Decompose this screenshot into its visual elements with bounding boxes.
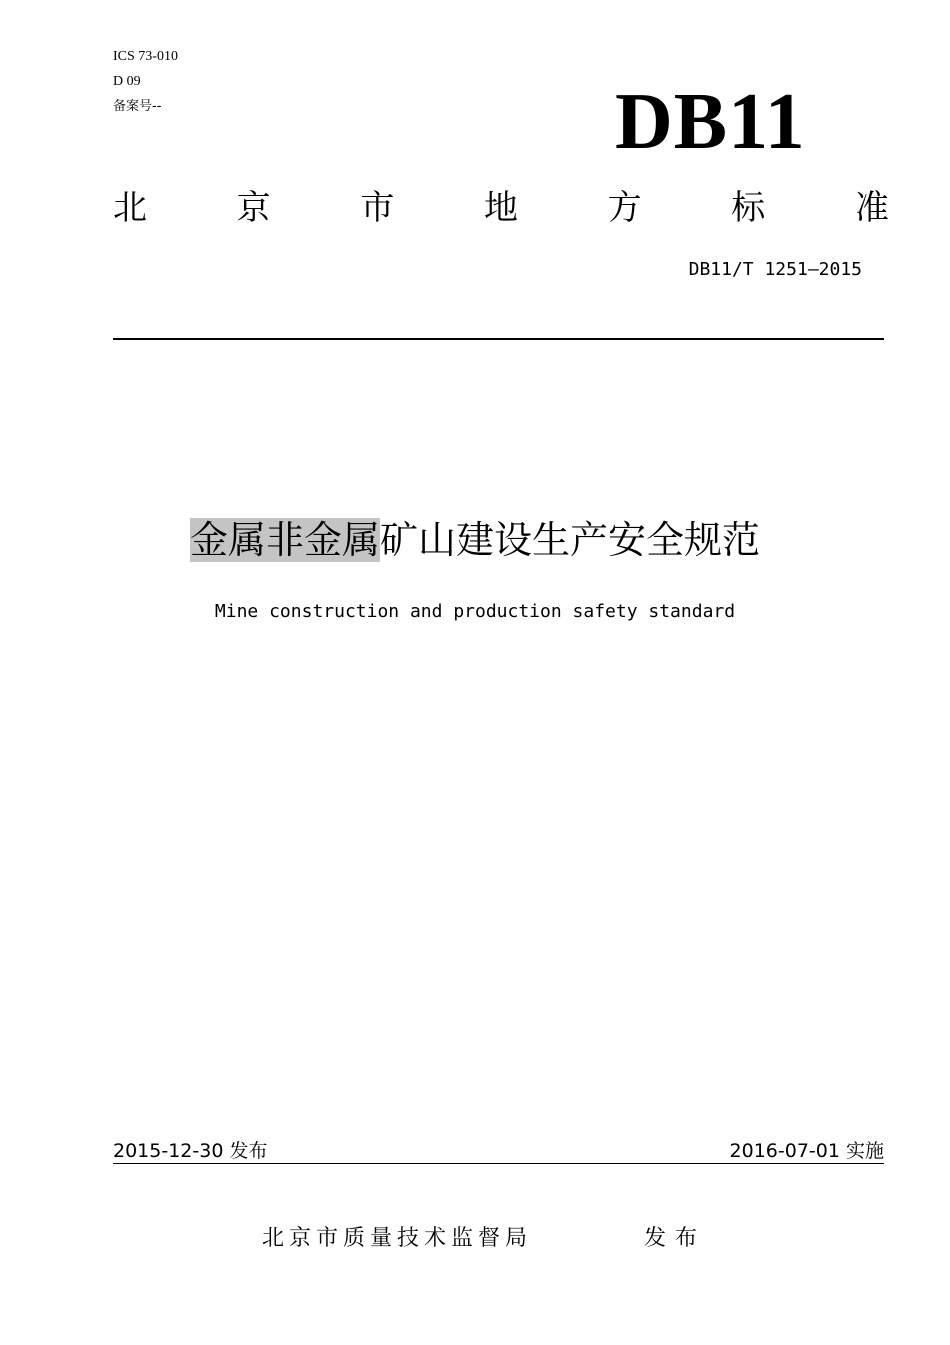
publish-label: 发布 [644, 1226, 707, 1251]
footer-divider [113, 1163, 884, 1164]
implementation-date: 2016-07-01 实施 [729, 1140, 884, 1162]
ics-code: ICS 73-010 [113, 49, 178, 64]
ccs-code: D 09 [113, 74, 141, 89]
standard-type-heading [113, 186, 889, 230]
title-rest-text: 矿山建设生产安全规范 [380, 518, 761, 562]
publisher-name: 北京市质量技术监督局 [262, 1226, 533, 1251]
standard-type-char: 准 [854, 188, 889, 228]
standard-number: DB11/T 1251—2015 [688, 259, 862, 280]
standard-type-char: 方 [607, 188, 642, 228]
title-chinese [0, 514, 950, 566]
date-row [113, 1138, 884, 1164]
title-english: Mine construction and production safety standard [214, 601, 736, 622]
standard-type-char: 北 [113, 188, 147, 228]
filing-number: 备案号-- [113, 99, 162, 114]
standard-type-char: 地 [483, 188, 518, 228]
header-divider [113, 338, 884, 340]
standard-type-char: 标 [731, 188, 766, 228]
standard-type-char: 京 [236, 188, 271, 228]
issue-date: 2015-12-30 发布 [113, 1140, 268, 1162]
db11-logo: DB11 [615, 78, 806, 166]
standard-type-char: 市 [360, 188, 395, 228]
title-highlighted-text[interactable]: 金属非金属 [189, 518, 380, 562]
